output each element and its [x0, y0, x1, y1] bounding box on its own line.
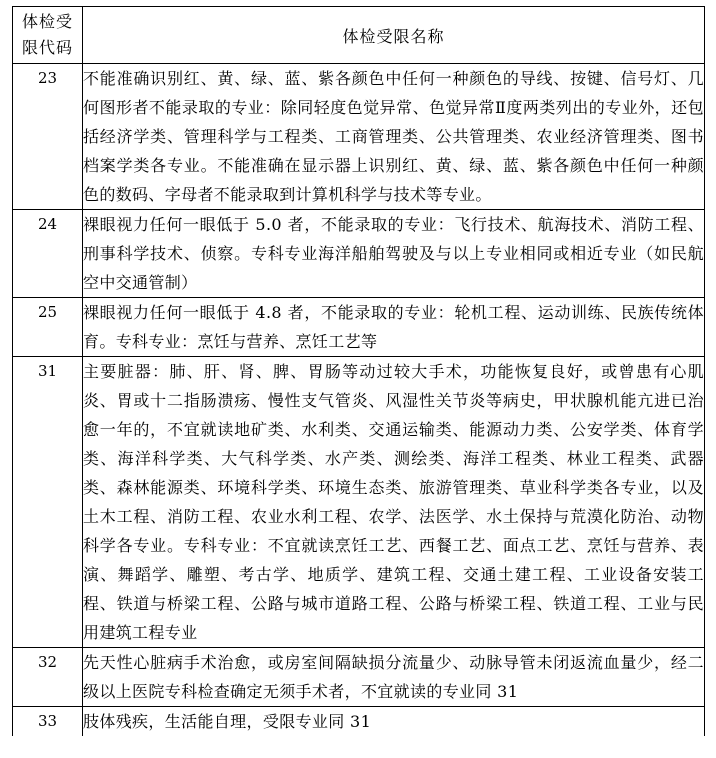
header-code-line2: 限代码 — [21, 38, 73, 57]
header-restriction-name: 体检受限名称 — [83, 7, 705, 64]
row-description: 先天性心脏病手术治愈，或房室间隔缺损分流量少、动脉导管未闭返流血量少，经二级以上医院专科检查确定无须手术者，不宜就读的专业同 31 — [83, 648, 705, 707]
table-row — [13, 210, 705, 298]
row-code: 24 — [13, 210, 83, 298]
table-row — [13, 648, 705, 707]
row-code: 23 — [13, 64, 83, 210]
table-row — [13, 707, 705, 737]
row-description: 肢体残疾，生活能自理，受限专业同 31 — [83, 707, 705, 737]
table-row — [13, 357, 705, 648]
row-description: 裸眼视力任何一眼低于 4.8 者，不能录取的专业：轮机工程、运动训练、民族传统体育。专科专业：烹饪与营养、烹饪工艺等 — [83, 298, 705, 357]
row-code: 25 — [13, 298, 83, 357]
header-code-line1: 体检受 — [21, 12, 73, 31]
row-code: 31 — [13, 357, 83, 648]
row-description: 主要脏器：肺、肝、肾、脾、胃肠等动过较大手术，功能恢复良好，或曾患有心肌炎、胃或十二指肠溃疡、慢性支气管炎、风湿性关节炎等病史，甲状腺机能亢进已治愈一年的，不宜就读地矿类、水利类、交通运输类、能源动力类、公安学类、体育学类、海洋科学类、大气科学类、水产类、测绘类、海洋工程类、林业工程类、武器类、森林能源类、环境科学类、环境生态类、旅游管理类、草业科学类各专业，以及土木工程、消防工程、农业水利工程、农学、法医学、水土保持与荒漠化防治、动物科学各专业。专科专业：不宜就读烹饪工艺、西餐工艺、面点工艺、烹饪与营养、表演、舞蹈学、雕塑、考古学、地质学、建筑工程、交通土建工程、工业设备安装工程、铁道与桥梁工程、公路与城市道路工程、公路与桥梁工程、铁道工程、工业与民用建筑工程专业 — [83, 357, 705, 648]
row-description: 裸眼视力任何一眼低于 5.0 者，不能录取的专业：飞行技术、航海技术、消防工程、刑事科学技术、侦察。专科专业海洋船舶驾驶及与以上专业相同或相近专业（如民航空中交通管制） — [83, 210, 705, 298]
table-row — [13, 64, 705, 210]
table-header-row — [13, 7, 705, 64]
medical-restriction-table — [12, 6, 705, 736]
table-row — [13, 298, 705, 357]
header-restriction-code — [13, 7, 83, 64]
row-code: 32 — [13, 648, 83, 707]
row-code: 33 — [13, 707, 83, 737]
row-description: 不能准确识别红、黄、绿、蓝、紫各颜色中任何一种颜色的导线、按键、信号灯、几何图形者不能录取的专业：除同轻度色觉异常、色觉异常Ⅱ度两类列出的专业外，还包括经济学类、管理科学与工程类、工商管理类、公共管理类、农业经济管理类、图书档案学类各专业。不能准确在显示器上识别红、黄、绿、蓝、紫各颜色中任何一种颜色的数码、字母者不能录取到计算机科学与技术等专业。 — [83, 64, 705, 210]
